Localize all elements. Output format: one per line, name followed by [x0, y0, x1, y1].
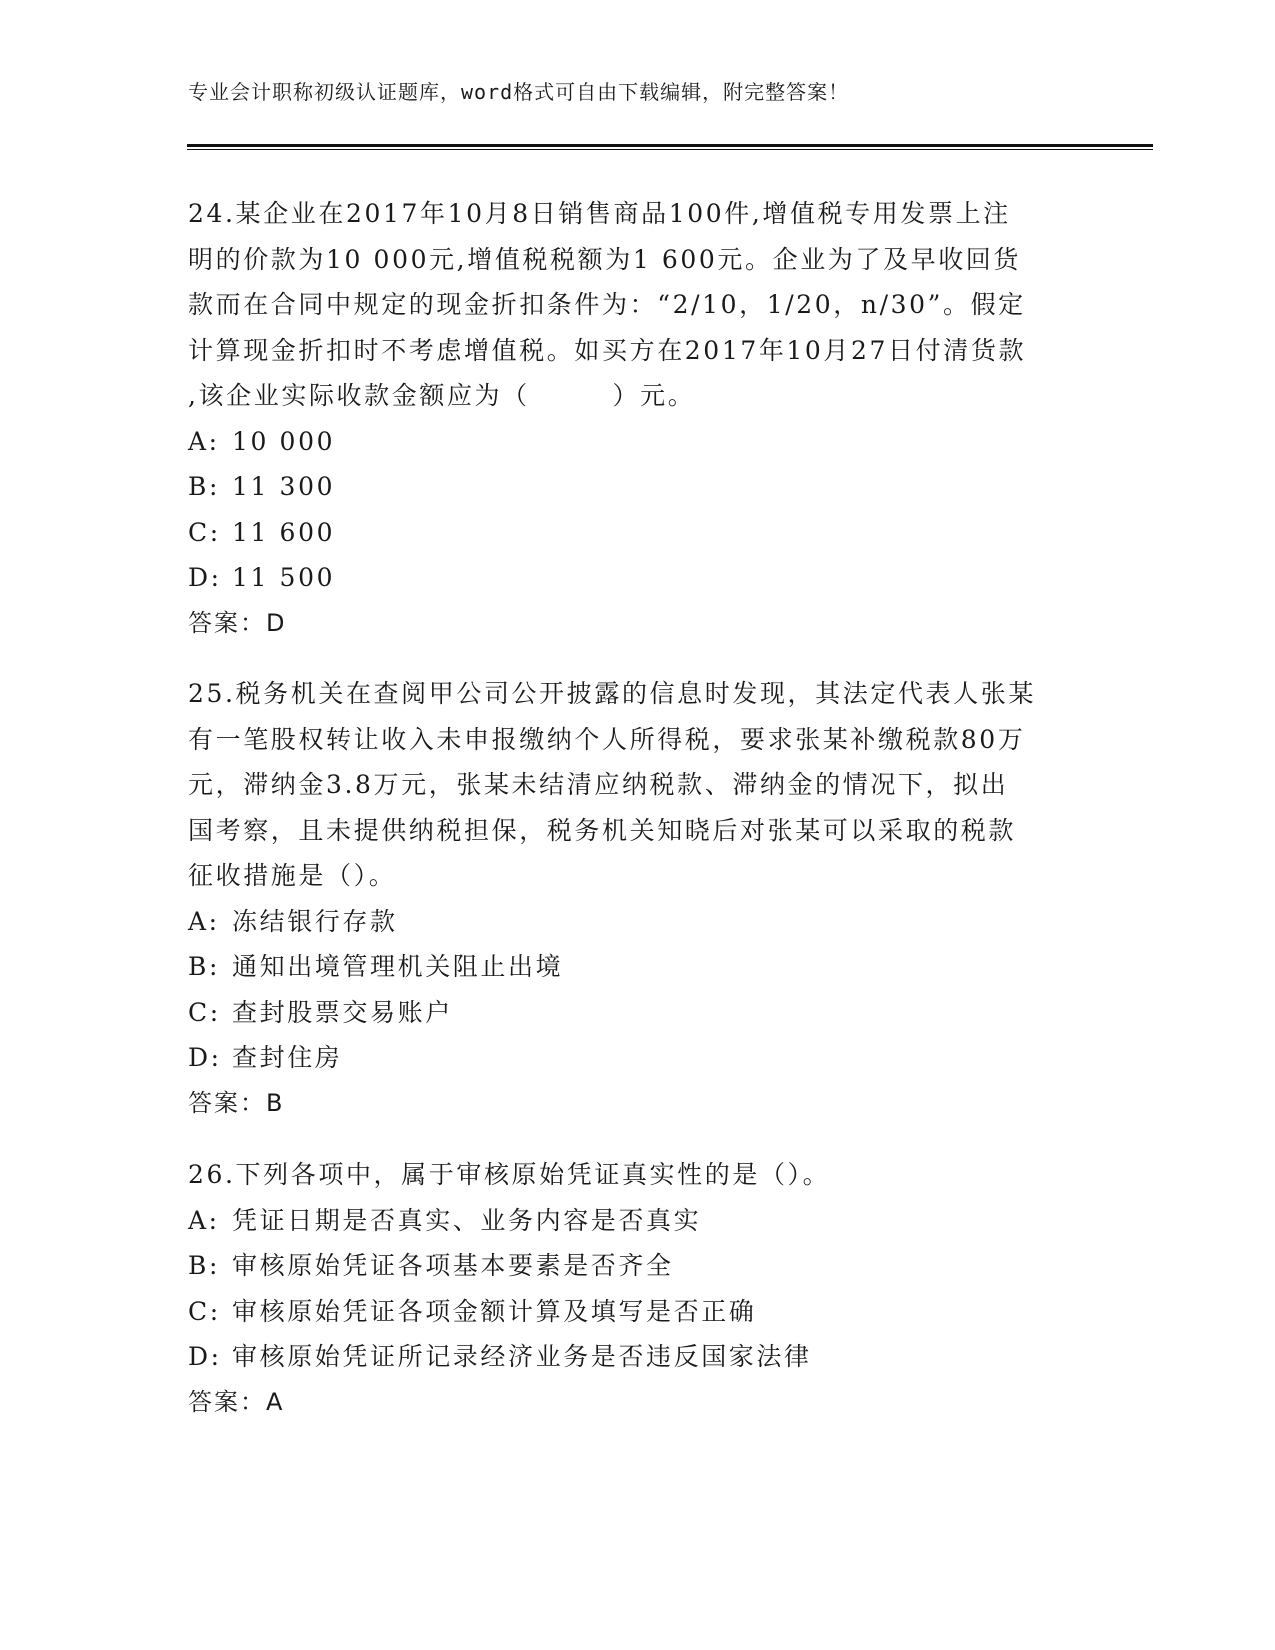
option-text: 冻结银行存款 [232, 906, 398, 936]
answer-label: 答案： [188, 1387, 266, 1416]
option-text: 通知出境管理机关阻止出境 [232, 952, 564, 981]
option-letter: B: [188, 952, 220, 981]
option-letter: C: [188, 997, 221, 1027]
question-stem-line: 国考察，且未提供纳税担保，税务机关知晓后对张某可以采取的税款 [188, 815, 1017, 845]
option-c [188, 1289, 1068, 1335]
option-c [188, 990, 1068, 1036]
header-rule-thick [187, 144, 1153, 147]
option-a [188, 1198, 1068, 1244]
option-letter: B: [188, 1251, 220, 1280]
option-b [188, 1243, 1068, 1289]
question-stem-line: 款而在合同中规定的现金折扣条件为：“2/10，1/20，n/30”。假定 [188, 290, 1026, 319]
question-stem-line: ,该企业实际收款金额应为（ ）元。 [188, 381, 696, 410]
answer-line [188, 601, 1068, 647]
option-b [188, 944, 1068, 990]
question-stem-line: 26.下列各项中，属于审核原始凭证真实性的是（）。 [188, 1160, 831, 1189]
option-letter: B: [188, 472, 220, 501]
question-stem-line: 计算现金折扣时不考虑增值税。如买方在2017年10月27日付清货款 [188, 335, 1027, 365]
option-text: 10 000 [232, 426, 336, 456]
option-text: 查封股票交易账户 [232, 997, 453, 1027]
option-text: 凭证日期是否真实、业务内容是否真实 [232, 1205, 702, 1235]
option-a [188, 419, 1068, 465]
question-stem-line: 25.税务机关在查阅甲公司公开披露的信息时发现，其法定代表人张某 [188, 679, 1036, 708]
option-text: 查封住房 [232, 1043, 343, 1072]
option-d [188, 1035, 1068, 1081]
option-a [188, 899, 1068, 945]
option-letter: C: [188, 517, 221, 547]
answer-line [188, 1380, 1068, 1426]
option-letter: A: [188, 426, 220, 456]
option-text: 11 300 [232, 472, 336, 501]
option-text: 审核原始凭证所记录经济业务是否违反国家法律 [232, 1342, 812, 1371]
option-d [188, 555, 1068, 601]
question-stem-line: 有一笔股权转让收入未申报缴纳个人所得税，要求张某补缴税款80万 [188, 724, 1026, 754]
answer-value: B [266, 1088, 285, 1117]
question-24 [188, 191, 1068, 646]
option-d [188, 1334, 1068, 1380]
answer-value: A [266, 1387, 285, 1416]
question-26 [188, 1152, 1068, 1425]
answer-label: 答案： [188, 608, 266, 637]
question-stem-line: 元，滞纳金3.8万元，张某未结清应纳税款、滞纳金的情况下，拟出 [188, 770, 1009, 799]
option-c [188, 510, 1068, 556]
option-letter: C: [188, 1296, 221, 1326]
option-letter: D: [188, 1043, 222, 1072]
answer-line [188, 1081, 1068, 1127]
header-rule-thin [187, 149, 1153, 150]
question-stem-line: 明的价款为10 000元,增值税税额为1 600元。企业为了及早收回货 [188, 244, 1021, 274]
option-letter: A: [188, 906, 220, 936]
page-header: 专业会计职称初级认证题库，word格式可自由下载编辑，附完整答案！ [188, 80, 850, 104]
option-text: 审核原始凭证各项基本要素是否齐全 [232, 1251, 674, 1280]
question-stem-line: 征收措施是（）。 [188, 861, 397, 890]
question-stem-line: 24.某企业在2017年10月8日销售商品100件,增值税专用发票上注 [188, 199, 1011, 228]
option-text: 11 500 [232, 563, 336, 592]
option-text: 审核原始凭证各项金额计算及填写是否正确 [232, 1296, 757, 1326]
option-text: 11 600 [232, 517, 336, 547]
answer-label: 答案： [188, 1088, 266, 1117]
answer-value: D [266, 608, 287, 637]
option-letter: D: [188, 1342, 222, 1371]
option-letter: A: [188, 1205, 220, 1235]
question-25 [188, 671, 1068, 1126]
option-b [188, 464, 1068, 510]
option-letter: D: [188, 563, 222, 592]
